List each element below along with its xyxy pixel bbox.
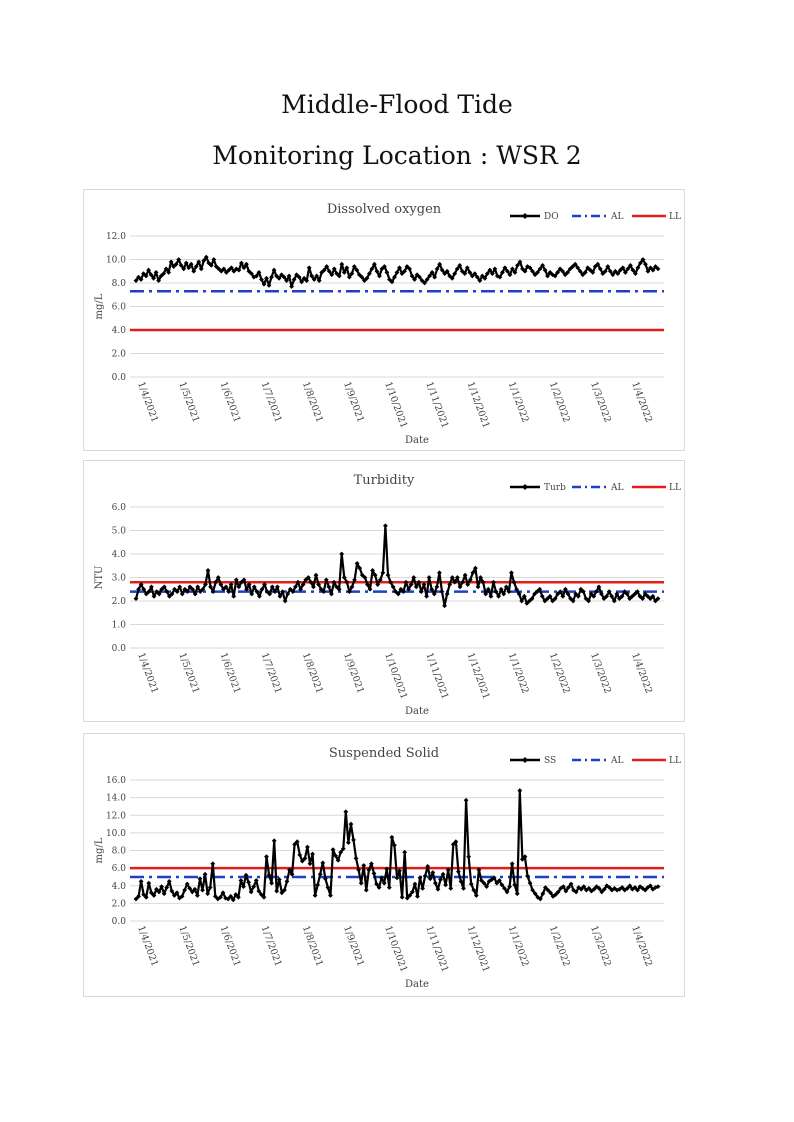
data-point: [420, 886, 425, 891]
data-point: [343, 809, 348, 814]
chart-panel-dissolved-oxygen: [83, 189, 685, 451]
data-point: [315, 882, 320, 887]
data-point: [427, 575, 432, 580]
data-point: [314, 573, 319, 578]
legend-label-al: AL: [611, 212, 624, 222]
y-tick-label: 6.0: [111, 503, 126, 513]
x-tick-label: 1/10/2021: [382, 924, 410, 974]
data-point: [515, 891, 520, 896]
y-tick-label: 5.0: [111, 526, 126, 537]
data-point: [456, 869, 461, 874]
x-tick-label: 1/9/2021: [341, 924, 366, 969]
x-tick-label: 1/12/2021: [464, 651, 492, 701]
legend-label-ll: LL: [669, 212, 681, 222]
y-tick-label: 4.0: [111, 326, 126, 336]
x-tick-label: 1/4/2022: [629, 651, 655, 696]
x-tick-label: 1/1/2022: [505, 380, 531, 425]
x-tick-label: 1/5/2021: [176, 380, 202, 425]
x-tick-label: 1/9/2021: [341, 651, 366, 696]
y-tick-label: 4.0: [111, 881, 126, 892]
data-point: [231, 594, 236, 599]
x-tick-label: 1/6/2021: [217, 924, 243, 969]
data-point: [308, 861, 313, 866]
y-tick-label: 0.0: [111, 917, 126, 927]
legend-label-al: AL: [611, 483, 624, 493]
data-point: [305, 845, 310, 850]
legend-marker: [522, 484, 528, 490]
data-point: [339, 262, 344, 267]
x-tick-label: 1/11/2021: [423, 924, 451, 974]
x-tick-label: 1/7/2021: [258, 380, 284, 425]
data-point: [442, 603, 447, 608]
data-point: [200, 888, 205, 893]
y-tick-label: 16.0: [105, 776, 126, 786]
data-point: [264, 854, 269, 859]
data-point: [440, 589, 445, 594]
chart-turbidity: [84, 461, 684, 721]
page-title: Middle-Flood Tide: [281, 90, 513, 119]
data-point: [491, 580, 496, 585]
legend-label-al: AL: [611, 756, 624, 766]
legend-label-series: Turb: [544, 483, 566, 493]
data-point: [210, 861, 215, 866]
legend-label-series: DO: [544, 212, 559, 222]
x-tick-label: 1/5/2021: [176, 924, 202, 969]
data-point: [359, 881, 364, 886]
x-tick-label: 1/4/2021: [135, 380, 161, 425]
x-axis-label: Date: [405, 706, 429, 717]
data-point: [134, 596, 139, 601]
y-tick-label: 6.0: [111, 302, 126, 313]
data-point: [339, 552, 344, 557]
x-tick-label: 1/6/2021: [217, 651, 243, 696]
chart-title: Suspended Solid: [328, 746, 440, 761]
x-tick-label: 1/3/2022: [588, 924, 613, 969]
data-point: [437, 570, 442, 575]
x-axis-label: Date: [405, 435, 429, 446]
data-point: [383, 523, 388, 528]
x-tick-label: 1/11/2021: [423, 380, 451, 430]
x-tick-label: 1/12/2021: [464, 924, 492, 974]
y-tick-label: 12.0: [105, 232, 126, 242]
x-tick-label: 1/3/2022: [588, 380, 613, 425]
x-tick-label: 1/10/2021: [382, 380, 410, 430]
x-tick-label: 1/8/2021: [299, 380, 325, 425]
chart-panel-suspended-solid: [83, 733, 685, 997]
x-tick-label: 1/4/2022: [629, 924, 655, 969]
data-point: [464, 798, 469, 803]
y-tick-label: 2.0: [111, 349, 126, 360]
data-point: [517, 788, 522, 793]
series-line-ss: [136, 791, 658, 900]
data-point: [310, 852, 315, 857]
chart-title: Turbidity: [353, 473, 415, 488]
x-tick-label: 1/10/2021: [382, 651, 410, 701]
x-tick-label: 1/2/2022: [546, 924, 572, 969]
x-tick-label: 1/7/2021: [258, 924, 284, 969]
x-tick-label: 1/4/2021: [135, 924, 161, 969]
y-tick-label: 1.0: [111, 620, 126, 631]
data-point: [423, 874, 428, 879]
x-tick-label: 1/1/2022: [505, 924, 531, 969]
x-tick-label: 1/1/2022: [505, 651, 531, 696]
data-point: [346, 840, 351, 845]
y-tick-label: 2.0: [111, 597, 126, 607]
y-tick-label: 4.0: [111, 550, 126, 560]
y-axis-label: mg/L: [94, 837, 105, 864]
data-point: [274, 889, 279, 894]
data-point: [372, 871, 377, 876]
x-axis-label: Date: [405, 979, 429, 990]
x-tick-label: 1/9/2021: [341, 380, 366, 425]
data-point: [364, 888, 369, 893]
data-point: [509, 570, 514, 575]
x-tick-label: 1/6/2021: [217, 380, 243, 425]
y-tick-label: 3.0: [111, 573, 126, 584]
x-tick-label: 1/11/2021: [423, 651, 451, 701]
y-tick-label: 12.0: [105, 811, 126, 822]
legend-label-series: SS: [544, 756, 557, 766]
x-tick-label: 1/12/2021: [464, 380, 492, 430]
chart-suspended-solid: [84, 734, 684, 996]
chart-panel-turbidity: [83, 460, 685, 722]
data-point: [285, 879, 290, 884]
x-tick-label: 1/7/2021: [258, 651, 284, 696]
legend-marker: [522, 757, 528, 763]
data-point: [400, 895, 405, 900]
chart-dissolved-oxygen: [84, 190, 684, 450]
data-point: [448, 886, 453, 891]
data-point: [206, 568, 211, 573]
y-tick-label: 8.0: [111, 846, 126, 857]
x-tick-label: 1/8/2021: [299, 924, 325, 969]
x-tick-label: 1/2/2022: [546, 380, 572, 425]
y-tick-label: 10.0: [105, 828, 126, 839]
y-tick-label: 10.0: [105, 255, 126, 266]
x-tick-label: 1/3/2022: [588, 651, 613, 696]
page-subtitle: Monitoring Location : WSR 2: [212, 141, 582, 170]
data-point: [328, 893, 333, 898]
y-tick-label: 2.0: [111, 899, 126, 910]
x-tick-label: 1/4/2021: [135, 651, 161, 696]
legend-marker: [522, 213, 528, 219]
y-tick-label: 14.0: [105, 793, 126, 804]
x-tick-label: 1/2/2022: [546, 651, 572, 696]
data-point: [354, 856, 359, 861]
data-point: [424, 594, 429, 599]
data-point: [146, 881, 151, 886]
data-point: [510, 861, 515, 866]
data-point: [198, 876, 203, 881]
y-tick-label: 0.0: [111, 644, 126, 654]
y-tick-label: 6.0: [111, 864, 126, 875]
x-tick-label: 1/4/2022: [629, 380, 655, 425]
data-point: [351, 838, 356, 843]
y-axis-label: mg/L: [94, 293, 105, 320]
legend-label-ll: LL: [669, 756, 681, 766]
data-point: [313, 893, 318, 898]
y-tick-label: 8.0: [111, 279, 126, 289]
data-point: [320, 860, 325, 865]
data-point: [415, 894, 420, 899]
data-point: [476, 585, 481, 590]
y-axis-label: NTU: [94, 565, 105, 590]
data-point: [139, 879, 144, 884]
data-point: [349, 822, 354, 827]
chart-title: Dissolved oxygen: [326, 202, 442, 217]
y-tick-label: 0.0: [111, 373, 126, 383]
data-point: [466, 854, 471, 859]
x-tick-label: 1/8/2021: [299, 651, 325, 696]
data-point: [272, 838, 277, 843]
legend-label-ll: LL: [669, 483, 681, 493]
data-point: [443, 882, 448, 887]
x-tick-label: 1/5/2021: [176, 651, 202, 696]
